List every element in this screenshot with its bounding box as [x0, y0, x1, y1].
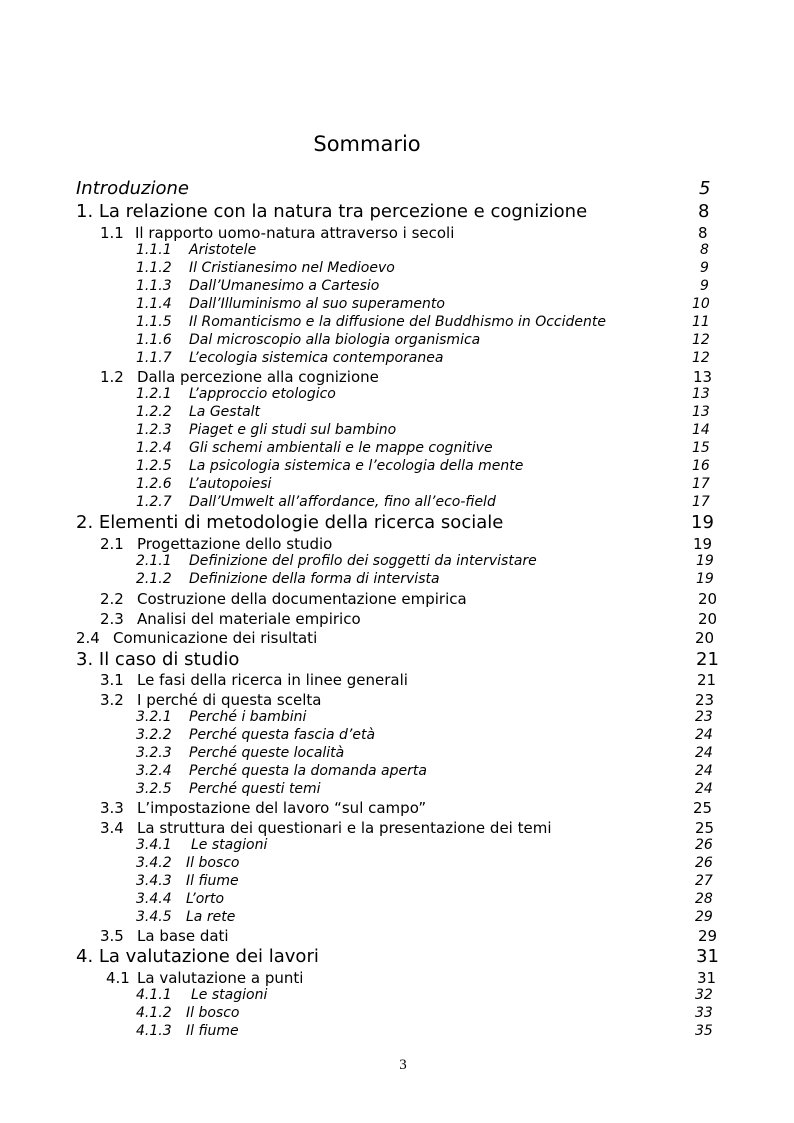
- toc-entry-label: Il rapporto uomo-natura attraverso i secoli: [135, 224, 455, 242]
- toc-entry-page: 12: [692, 332, 710, 348]
- toc-entry-page: 24: [695, 745, 713, 761]
- toc-entry-number: 1.2.2: [136, 404, 172, 420]
- toc-entry-number: 1.1.4: [136, 296, 172, 312]
- toc-subsection-3-4-3[interactable]: [0, 873, 794, 891]
- toc-entry-page: 29: [695, 909, 713, 925]
- toc-entry-number: 2.3: [100, 610, 124, 628]
- toc-entry-number: 1.1.5: [136, 314, 172, 330]
- toc-chapter-3[interactable]: [0, 649, 794, 671]
- toc-subsection-3-2-3[interactable]: [0, 745, 794, 763]
- toc-entry-label: Costruzione della documentazione empirica: [137, 590, 467, 608]
- toc-entry-label: La valutazione a punti: [137, 969, 304, 987]
- toc-entry-label: Il fiume: [186, 1023, 239, 1039]
- toc-entry-page: 14: [692, 422, 710, 438]
- toc-entry-page: 19: [691, 512, 714, 533]
- toc-subsection-1-2-3[interactable]: [0, 422, 794, 440]
- toc-subsection-1-1-1[interactable]: [0, 242, 794, 260]
- toc-subsection-3-2-4[interactable]: [0, 763, 794, 781]
- toc-entry-label: L’impostazione del lavoro “sul campo”: [137, 799, 427, 817]
- toc-entry-label: 3. Il caso di studio: [76, 649, 240, 670]
- toc-entry-number: 3.4.1: [136, 837, 172, 853]
- toc-subsection-3-2-2[interactable]: [0, 727, 794, 745]
- toc-entry-number: 4.1.1: [136, 987, 172, 1003]
- toc-entry-label: Definizione del profilo dei soggetti da intervistare: [189, 553, 537, 569]
- toc-subsection-1-1-6[interactable]: [0, 332, 794, 350]
- toc-entry-label: La struttura dei questionari e la presentazione dei temi: [137, 819, 552, 837]
- toc-section-2-3[interactable]: [0, 610, 794, 629]
- toc-subsection-1-2-2[interactable]: [0, 404, 794, 422]
- toc-entry-number: 3.1: [100, 671, 124, 689]
- toc-entry-number: 1.2.5: [136, 458, 172, 474]
- toc-entry-label: Il Romanticismo e la diffusione del Buddhismo in Occidente: [189, 314, 606, 330]
- toc-section-4-1[interactable]: [0, 969, 794, 988]
- toc-entry-page: 13: [693, 368, 713, 386]
- toc-subsection-3-4-4[interactable]: [0, 891, 794, 909]
- toc-entry-label: Dal microscopio alla biologia organismica: [189, 332, 481, 348]
- toc-entry-label: Comunicazione dei risultati: [113, 629, 318, 647]
- toc-entry-page: 11: [692, 314, 710, 330]
- toc-entry-page: 17: [692, 476, 710, 492]
- toc-entry-page: 9: [700, 278, 709, 294]
- toc-entry-label: Perché i bambini: [189, 709, 307, 725]
- toc-entry-label: Il Cristianesimo nel Medioevo: [189, 260, 395, 276]
- toc-subsection-4-1-3[interactable]: [0, 1023, 794, 1041]
- toc-entry-label: La rete: [186, 909, 236, 925]
- toc-subsection-1-1-2[interactable]: [0, 260, 794, 278]
- toc-entry-number: 4.1.2: [136, 1005, 172, 1021]
- toc-entry-page: 24: [695, 763, 713, 779]
- toc-subsection-1-2-4[interactable]: [0, 440, 794, 458]
- toc-entry-page: 35: [695, 1023, 713, 1039]
- toc-entry-number: 2.1.2: [136, 571, 172, 587]
- toc-entry-page: 23: [695, 709, 713, 725]
- toc-entry-page: 27: [695, 873, 713, 889]
- toc-entry-number: 3.4.2: [136, 855, 172, 871]
- toc-entry-label: Dall’Umwelt all’affordance, fino all’eco-field: [189, 494, 496, 510]
- toc-subsection-4-1-1[interactable]: [0, 987, 794, 1005]
- toc-entry-label: Analisi del materiale empirico: [137, 610, 361, 628]
- toc-entry-number: 2.1.1: [136, 553, 172, 569]
- toc-entry-number: 3.4.3: [136, 873, 172, 889]
- toc-entry-label: 2. Elementi di metodologie della ricerca sociale: [76, 512, 504, 533]
- toc-entry-page: 20: [695, 629, 715, 647]
- toc-entry-number: 1.2.4: [136, 440, 172, 456]
- toc-entry-page: 9: [700, 260, 709, 276]
- toc-entry-number: 3.2.1: [136, 709, 172, 725]
- toc-entry-label: Introduzione: [76, 178, 189, 199]
- toc-entry-number: 1.1.3: [136, 278, 172, 294]
- toc-subsection-1-2-5[interactable]: [0, 458, 794, 476]
- toc-entry-label: Aristotele: [189, 242, 257, 258]
- toc-entry-label: Le fasi della ricerca in linee generali: [137, 671, 408, 689]
- toc-entry-number: 1.1.7: [136, 350, 172, 366]
- toc-entry-number: 1.2.6: [136, 476, 172, 492]
- toc-entry-label: Perché questa la domanda aperta: [189, 763, 427, 779]
- toc-entry-number: 3.2.3: [136, 745, 172, 761]
- toc-entry-page: 16: [692, 458, 710, 474]
- toc-subsection-4-1-2[interactable]: [0, 1005, 794, 1023]
- toc-section-2-2[interactable]: [0, 590, 794, 609]
- toc-entry-page: 8: [700, 242, 709, 258]
- toc-entry-number: 1.1: [100, 224, 124, 242]
- toc-entry-label: La Gestalt: [189, 404, 261, 420]
- toc-entry-label: Dall’Illuminismo al suo superamento: [189, 296, 445, 312]
- toc-entry-page: 26: [695, 837, 713, 853]
- toc-section-3-5[interactable]: [0, 927, 794, 946]
- toc-entry-number: 3.3: [100, 799, 124, 817]
- toc-chapter-2[interactable]: [0, 512, 794, 534]
- toc-subsection-1-1-5[interactable]: [0, 314, 794, 332]
- toc-entry-page: 10: [692, 296, 710, 312]
- toc-subsection-3-4-1[interactable]: [0, 837, 794, 855]
- toc-entry-label: Definizione della forma di intervista: [189, 571, 440, 587]
- toc-entry-page: 13: [692, 386, 710, 402]
- toc-section-3-1[interactable]: [0, 671, 794, 690]
- toc-entry-page: 24: [695, 727, 713, 743]
- toc-chapter-4[interactable]: [0, 946, 794, 968]
- toc-entry-number: 1.2.1: [136, 386, 172, 402]
- toc-subsection-3-2-1[interactable]: [0, 709, 794, 727]
- toc-entry-label: La psicologia sistemica e l’ecologia della mente: [189, 458, 524, 474]
- toc-entry-label: I perché di questa scelta: [137, 691, 322, 709]
- toc-entry-number: 1.1.6: [136, 332, 172, 348]
- toc-entry-label: Il fiume: [186, 873, 239, 889]
- toc-subsection-1-2-7[interactable]: [0, 494, 794, 512]
- toc-entry-label: 1. La relazione con la natura tra percezione e cognizione: [76, 201, 588, 222]
- toc-entry-number: 3.5: [100, 927, 124, 945]
- toc-entry-page: 17: [692, 494, 710, 510]
- toc-entry-label: Dall’Umanesimo a Cartesio: [189, 278, 380, 294]
- toc-entry-number: 3.2.4: [136, 763, 172, 779]
- toc-entry-number: 3.2: [100, 691, 124, 709]
- toc-entry-page: 24: [695, 781, 713, 797]
- toc-entry-page: 15: [692, 440, 710, 456]
- toc-entry-page: 31: [696, 946, 719, 967]
- toc-entry-page: 19: [696, 553, 714, 569]
- page-number: 3: [399, 1057, 407, 1073]
- toc-entry-number: 3.4: [100, 819, 124, 837]
- toc-entry-page: 13: [692, 404, 710, 420]
- toc-entry-number: 1.2: [100, 368, 124, 386]
- toc-entry-number: 1.2.7: [136, 494, 172, 510]
- toc-section-3-3[interactable]: [0, 799, 794, 818]
- toc-section-2-1[interactable]: [0, 535, 794, 554]
- toc-entry-page: 25: [695, 819, 715, 837]
- toc-entry-label: Perché questa fascia d’età: [189, 727, 376, 743]
- toc-entry-number: 4.1: [106, 969, 130, 987]
- toc-entry-label: La base dati: [137, 927, 229, 945]
- toc-entry-number: 1.2.3: [136, 422, 172, 438]
- toc-entry-number: 3.2.2: [136, 727, 172, 743]
- toc-entry-number: 4.1.3: [136, 1023, 172, 1039]
- toc-entry-number: 3.2.5: [136, 781, 172, 797]
- toc-subsection-3-4-5[interactable]: [0, 909, 794, 927]
- toc-entry-label: Progettazione dello studio: [137, 535, 333, 553]
- toc-entry-page: 20: [698, 590, 718, 608]
- toc-entry-label: Perché questi temi: [189, 781, 321, 797]
- toc-entry-label: Il bosco: [186, 855, 240, 871]
- toc-entry-page: 12: [692, 350, 710, 366]
- toc-entry-page: 8: [698, 201, 710, 222]
- toc-subsection-1-1-3[interactable]: [0, 278, 794, 296]
- toc-entry-page: 26: [695, 855, 713, 871]
- toc-entry-page: 33: [695, 1005, 713, 1021]
- toc-entry-label: Dalla percezione alla cognizione: [137, 368, 379, 386]
- toc-entry-label: Gli schemi ambientali e le mappe cognitive: [189, 440, 493, 456]
- toc-subsection-1-2-1[interactable]: [0, 386, 794, 404]
- toc-entry-page: 21: [696, 649, 719, 670]
- toc-entry-label: L’orto: [186, 891, 225, 907]
- toc-entry-page: 20: [698, 610, 718, 628]
- toc-entry-number: 2.4: [76, 629, 100, 647]
- toc-entry-page: 21: [697, 671, 717, 689]
- toc-entry-label: Piaget e gli studi sul bambino: [189, 422, 397, 438]
- toc-subsection-3-2-5[interactable]: [0, 781, 794, 799]
- toc-entry-label: 4. La valutazione dei lavori: [76, 946, 319, 967]
- toc-entry-page: 8: [698, 224, 708, 242]
- toc-entry-page: 5: [699, 178, 711, 199]
- toc-entry-intro[interactable]: [0, 178, 794, 200]
- toc-entry-page: 19: [696, 571, 714, 587]
- toc-entry-number: 1.1.1: [136, 242, 172, 258]
- toc-entry-page: 29: [698, 927, 718, 945]
- toc-subsection-1-1-7[interactable]: [0, 350, 794, 368]
- toc-entry-label: L’ecologia sistemica contemporanea: [189, 350, 444, 366]
- toc-entry-number: 3.4.5: [136, 909, 172, 925]
- toc-section-3-2[interactable]: [0, 691, 794, 710]
- toc-entry-label: L’autopoiesi: [189, 476, 272, 492]
- toc-section-3-4[interactable]: [0, 819, 794, 838]
- toc-entry-page: 28: [695, 891, 713, 907]
- toc-entry-page: 31: [697, 969, 717, 987]
- toc-entry-label: Il bosco: [186, 1005, 240, 1021]
- toc-entry-label: L’approccio etologico: [189, 386, 336, 402]
- toc-entry-page: 32: [695, 987, 713, 1003]
- toc-entry-page: 19: [693, 535, 713, 553]
- toc-subsection-2-1-1[interactable]: [0, 553, 794, 571]
- toc-entry-label: Le stagioni: [191, 987, 268, 1003]
- toc-section-1-2[interactable]: [0, 368, 794, 387]
- toc-subsection-2-1-2[interactable]: [0, 571, 794, 589]
- toc-entry-number: 3.4.4: [136, 891, 172, 907]
- toc-section-2-4[interactable]: [0, 629, 794, 648]
- toc-entry-number: 2.2: [100, 590, 124, 608]
- toc-subsection-1-2-6[interactable]: [0, 476, 794, 494]
- toc-subsection-3-4-2[interactable]: [0, 855, 794, 873]
- toc-entry-label: Perché queste località: [189, 745, 345, 761]
- toc-entry-page: 23: [695, 691, 715, 709]
- toc-entry-page: 25: [693, 799, 713, 817]
- toc-section-1-1[interactable]: [0, 224, 794, 243]
- toc-entry-number: 1.1.2: [136, 260, 172, 276]
- toc-subsection-1-1-4[interactable]: [0, 296, 794, 314]
- toc-chapter-1[interactable]: [0, 201, 794, 223]
- page-title: Sommario: [313, 132, 421, 156]
- toc-entry-number: 2.1: [100, 535, 124, 553]
- toc-entry-label: Le stagioni: [191, 837, 268, 853]
